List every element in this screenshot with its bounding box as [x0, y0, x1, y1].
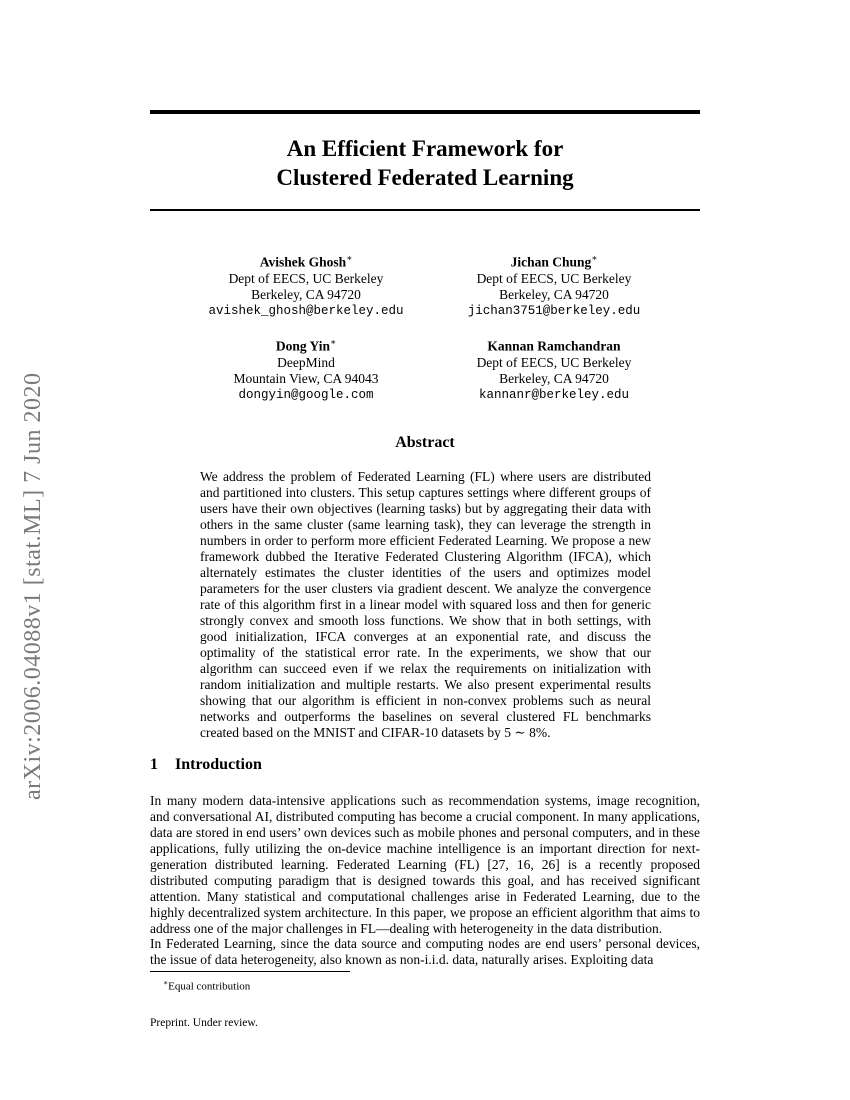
author-name-line [434, 250, 674, 271]
section-number: 1 [150, 756, 158, 773]
footnote-mark: ∗ [163, 978, 169, 987]
equal-contribution-mark: ∗ [591, 253, 598, 263]
title-line-2: Clustered Federated Learning [276, 165, 574, 190]
equal-contribution-mark: ∗ [330, 337, 337, 347]
author-block [434, 334, 674, 403]
author-email: jichan3751@berkeley.edu [467, 303, 641, 318]
author-location: Berkeley, CA 94720 [499, 286, 609, 302]
intro-paragraph: In many modern data-intensive applications such as recommendation systems, image recognition, and conversational AI, distributed computing has become a crucial component. In many applications, data are stored in end users’ own devices such as mobile phones and personal computers, and in these applications, fully utilizing the on-device machine intelligence is an important direction for next-generation distributed learning. Federated Learning (FL) [27, 16, 26] is a recently proposed distributed computing paradigm that is designed towards this goal, and has received significant attention. Many statistical and computational challenges arise in Federated Learning, due to the highly decentralized system architecture. In this paper, we propose an efficient algorithm that aims to address one of the major challenges in FL—dealing with heterogeneity in the data distribution. [150, 793, 700, 936]
section-title: Introduction [175, 756, 262, 773]
section-heading [150, 756, 700, 774]
footnote-text: Equal contribution [168, 980, 251, 993]
abstract-heading: Abstract [395, 434, 455, 451]
title-top-rule [150, 110, 700, 114]
footnote-rule [150, 971, 350, 972]
author-name: Kannan Ramchandran [487, 338, 621, 354]
author-name-line [434, 334, 674, 355]
author-block [186, 334, 426, 403]
author-location: Mountain View, CA 94043 [233, 370, 379, 386]
arxiv-identifier-text: arXiv:2006.04088v1 [stat.ML] 7 Jun 2020 [20, 372, 46, 800]
author-block [186, 250, 426, 319]
footnote [163, 976, 250, 994]
author-affiliation: Dept of EECS, UC Berkeley [228, 270, 384, 286]
intro-paragraph: In Federated Learning, since the data source and computing nodes are end users’ personal devices, the issue of data heterogeneity, also known as non-i.i.d. data, naturally arises. Exploiting data [150, 936, 700, 967]
preprint-notice: Preprint. Under review. [150, 1017, 258, 1029]
author-email: kannanr@berkeley.edu [478, 387, 630, 402]
abstract-text: We address the problem of Federated Learning (FL) where users are distributed and partitioned into clusters. This setup captures settings where different groups of users have their own objectives (learning tasks) but by aggregating their data with others in the same cluster (same learning task), they can leverage the strength in numbers in order to perform more efficient Federated Learning. We propose a new framework dubbed the Iterative Federated Clustering Algorithm (IFCA), which alternately estimates the cluster identities of the users and optimizes model parameters for the user clusters via gradient descent. We analyze the convergence rate of this algorithm first in a linear model with squared loss and then for generic strongly convex and smooth loss functions. We show that in both settings, with good initialization, IFCA converges at an exponential rate, and discuss the optimality of the statistical error rate. In the experiments, we show that our algorithm can succeed even if we relax the requirements on initialization with random initialization and multiple restarts. We also present experimental results showing that our algorithm is efficient in non-convex problems such as neural networks and outperforms the baselines on several clustered FL benchmarks created based on the MNIST and CIFAR-10 datasets by 5 ∼ 8%. [200, 469, 651, 740]
equal-contribution-mark: ∗ [346, 253, 353, 263]
author-name-line [186, 250, 426, 271]
author-location: Berkeley, CA 94720 [499, 370, 609, 386]
author-affiliation: Dept of EECS, UC Berkeley [476, 354, 632, 370]
author-name-line [186, 334, 426, 355]
author-affiliation: DeepMind [277, 354, 335, 370]
author-name: Avishek Ghosh [259, 254, 347, 270]
paper-title [150, 134, 700, 192]
author-name: Jichan Chung [510, 254, 592, 270]
author-email: dongyin@google.com [238, 387, 374, 402]
author-name: Dong Yin [275, 338, 330, 354]
title-line-1: An Efficient Framework for [286, 136, 564, 161]
author-block [434, 250, 674, 319]
author-affiliation: Dept of EECS, UC Berkeley [476, 270, 632, 286]
author-location: Berkeley, CA 94720 [251, 286, 361, 302]
title-bottom-rule [150, 209, 700, 211]
author-email: avishek_ghosh@berkeley.edu [208, 303, 404, 318]
